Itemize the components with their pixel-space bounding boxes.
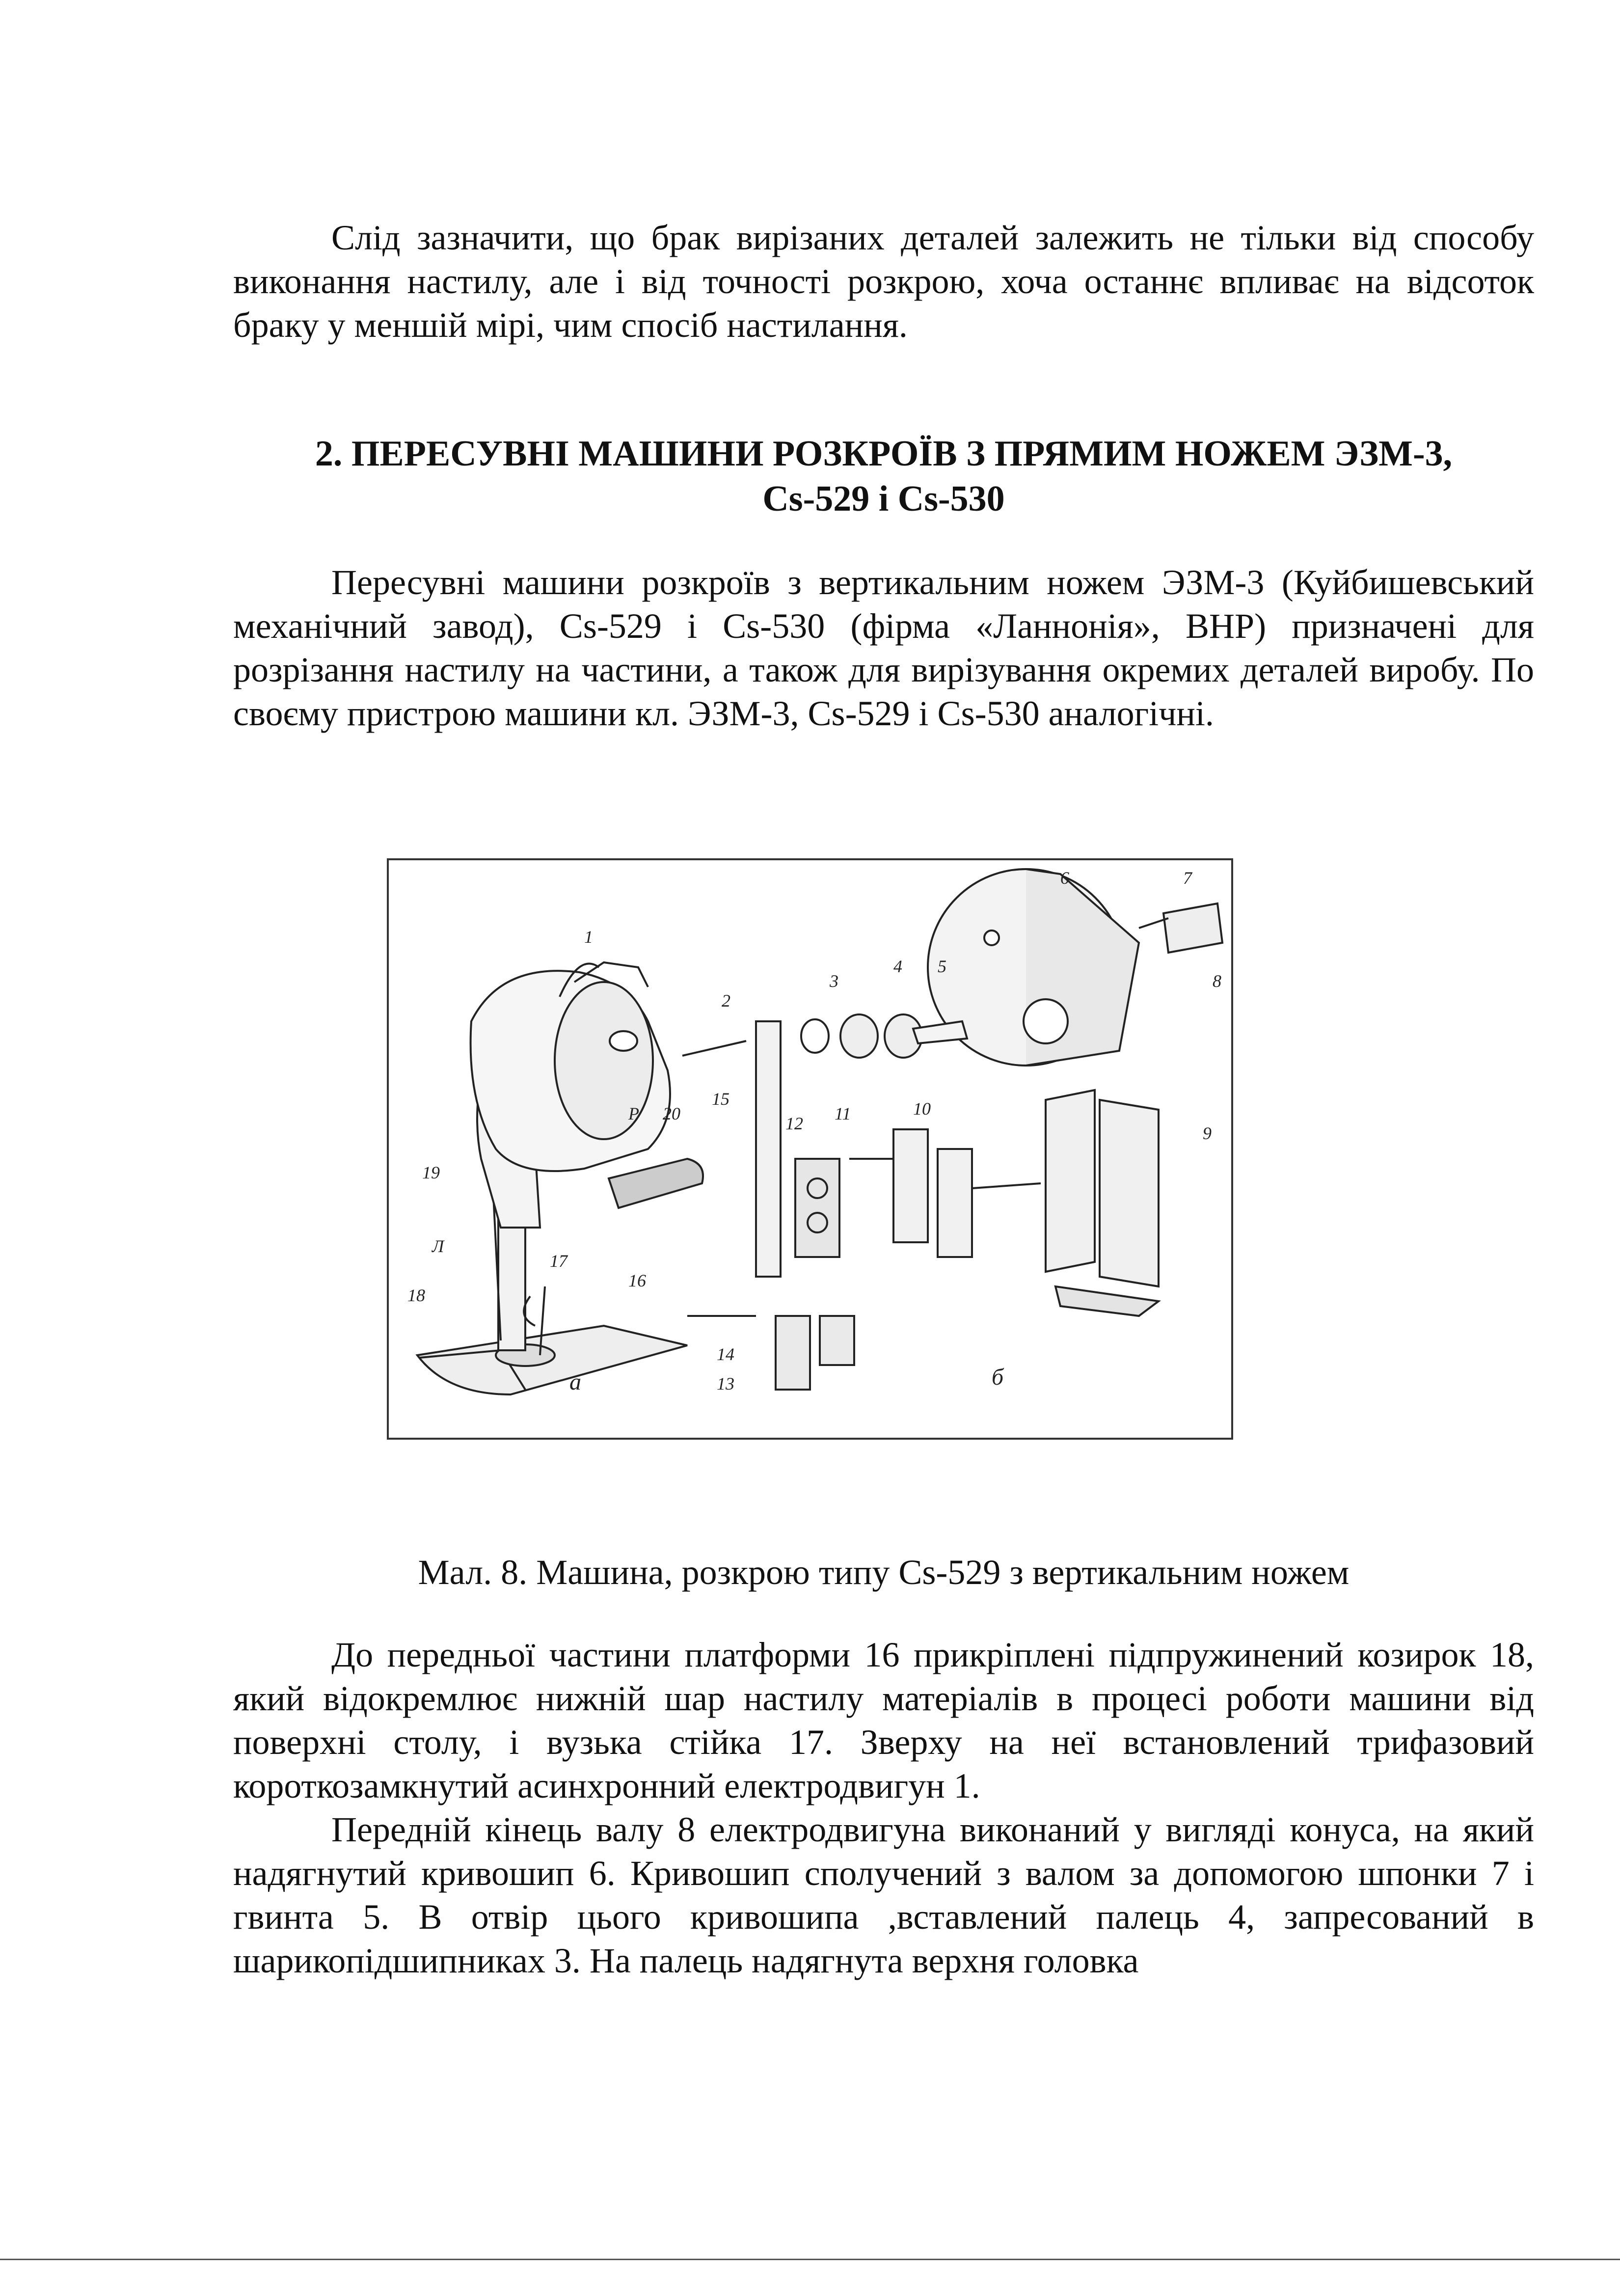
- intro-paragraph: Слід зазначити, що брак вирізаних деталей залежить не тільки від способу виконання настилу, але і від точності розкрою, хоча останнє впливає на відсоток браку у меншій мірі, чим спосіб настилання.: [233, 218, 1534, 345]
- part-label-10: 10: [913, 1099, 931, 1119]
- letter-label-l: Л: [432, 1236, 444, 1256]
- part-label-19: 19: [422, 1163, 440, 1182]
- part-label-16: 16: [628, 1271, 646, 1290]
- part-label-6: 6: [1060, 868, 1069, 888]
- part-label-3: 3: [830, 971, 838, 991]
- letter-label-r: Р: [628, 1104, 639, 1123]
- part-label-17: 17: [550, 1251, 567, 1271]
- section-heading-line-1: 2. ПЕРЕСУВНІ МАШИНИ РОЗКРОЇВ З ПРЯМИМ НОЖЕМ ЭЗМ-3,: [315, 434, 1453, 474]
- cutting-machine-figure: [373, 845, 1247, 1468]
- part-label-13: 13: [717, 1374, 734, 1394]
- part-label-9: 9: [1203, 1123, 1212, 1143]
- section-paragraph: Пересувні машини розкроїв з вертикальним ножем ЭЗМ-3 (Куйбишевський механічний завод), Cs-529 і Cs-530 (фірма «Ланнонія», ВНР) призначені для розрізання настилу на частини, а також для вирізування окремих деталей виробу. По своєму пристрою машини кл. ЭЗМ-3, Cs-529 і Cs-530 аналогічні.: [233, 563, 1534, 733]
- part-label-12: 12: [785, 1114, 803, 1133]
- cutting-machine-drawing: [373, 845, 1247, 1468]
- sub-figure-label-a: а: [569, 1369, 581, 1395]
- part-label-20: 20: [663, 1104, 680, 1123]
- exploded-parts-drawing: [682, 869, 1222, 1390]
- part-label-7: 7: [1183, 868, 1192, 888]
- part-label-2: 2: [722, 991, 730, 1011]
- sub-figure-label-b: б: [992, 1364, 1004, 1390]
- part-label-14: 14: [717, 1344, 734, 1364]
- section-heading-line-2: Cs-529 і Cs-530: [762, 479, 1005, 519]
- platform-paragraph: До передньої частини платформи 16 прикріплені підпружинений козирок 18, який відокремлює нижній шар настилу матеріалів в процесі роботи машини від поверхні столу, і вузька стійка 17. Зверху на неї встановлений трифазовий короткозамкнутий асинхронний електродвигун 1.: [233, 1635, 1534, 1805]
- page-bottom-edge: [0, 2259, 1620, 2260]
- part-label-4: 4: [893, 957, 902, 976]
- part-label-18: 18: [407, 1285, 425, 1305]
- part-label-8: 8: [1213, 971, 1221, 991]
- part-label-11: 11: [835, 1104, 851, 1123]
- assembled-machine-drawing: [417, 962, 703, 1394]
- shaft-paragraph: Передній кінець валу 8 електродвигуна виконаний у вигляді конуса, на який надягнутий кривошип 6. Кривошип сполучений з валом за допомогою шпонки 7 і гвинта 5. В отвір цього кривошипа ,вставлений палець 4, запресований в шарикопідшипниках 3. На палець надягнута верхня головка: [233, 1810, 1534, 1980]
- part-label-15: 15: [712, 1089, 729, 1109]
- figure-caption: Мал. 8. Машина, розкрою типу Cs-529 з вертикальним ножем: [418, 1553, 1350, 1592]
- part-label-1: 1: [584, 927, 593, 947]
- part-label-5: 5: [938, 957, 946, 976]
